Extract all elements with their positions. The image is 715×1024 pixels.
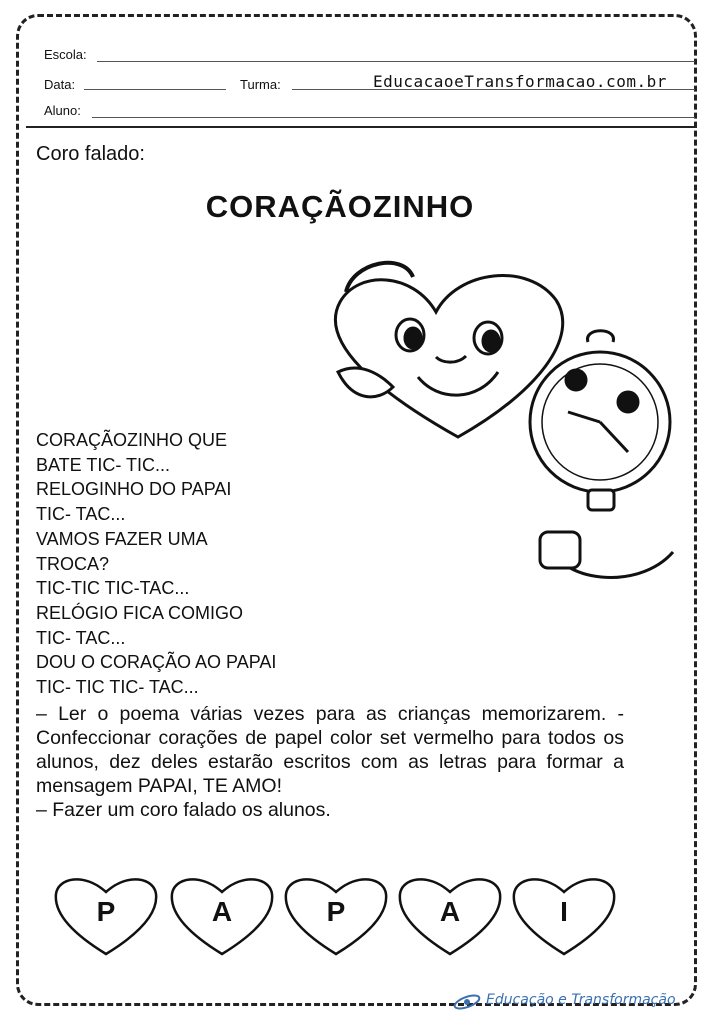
instruction-paragraph: – Ler o poema várias vezes para as crianças memorizarem. - Confeccionar corações de papel color set vermelho para todos os alunos, dez deles estarão escritos com as letras para formar a mensagem PAPAI, TE AMO! [36,703,624,797]
poem-line: TIC-TIC TIC-TAC... [36,578,190,599]
heart-card [508,870,620,960]
heart-letter: A [211,896,233,927]
poem-line: TROCA? [36,553,110,574]
heart-letter: A [439,896,461,927]
brand-logo-icon [452,990,482,1014]
pocket-watch-icon [530,331,673,578]
poem-line: TIC- TAC... [36,504,126,525]
papai-hearts [50,870,610,970]
heart-card [166,870,278,960]
footer-brand: Educação e Transformação [486,992,676,1008]
poem-line: TIC- TAC... [36,627,126,648]
heart-card [280,870,392,960]
heart-letter: P [96,896,116,927]
student-field[interactable] [92,117,695,118]
poem [36,428,356,700]
poem-line: CORAÇÃOZINHO QUE [36,430,228,450]
poem-line: TIC- TIC TIC- TAC... [36,677,199,698]
heart-letter: I [560,896,568,927]
date-label: Data: [44,77,76,92]
class-label: Turma: [240,77,281,92]
heart-card [394,870,506,960]
date-field[interactable] [84,89,226,90]
instruction-paragraph: – Fazer um coro falado os alunos. [36,799,331,821]
heart-clock-illustration [318,252,684,612]
heart-letter: P [326,896,346,927]
school-label: Escola: [44,47,87,62]
heart-character-icon [335,263,562,437]
student-label: Aluno: [44,103,81,118]
site-url: EducacaoeTransformacao.com.br [373,72,667,91]
heart-card [50,870,162,960]
poem-line: VAMOS FAZER UMA [36,528,208,549]
instructions [36,702,624,822]
page-title: CORAÇÃOZINHO [205,189,475,224]
poem-line: BATE TIC- TIC... [36,454,171,475]
poem-line: DOU O CORAÇÃO AO PAPAI [36,652,277,673]
poem-line: RELÓGIO FICA COMIGO [36,602,244,623]
section-title: Coro falado: [36,143,145,165]
poem-line: RELOGINHO DO PAPAI [36,479,232,500]
school-field[interactable] [97,61,695,62]
